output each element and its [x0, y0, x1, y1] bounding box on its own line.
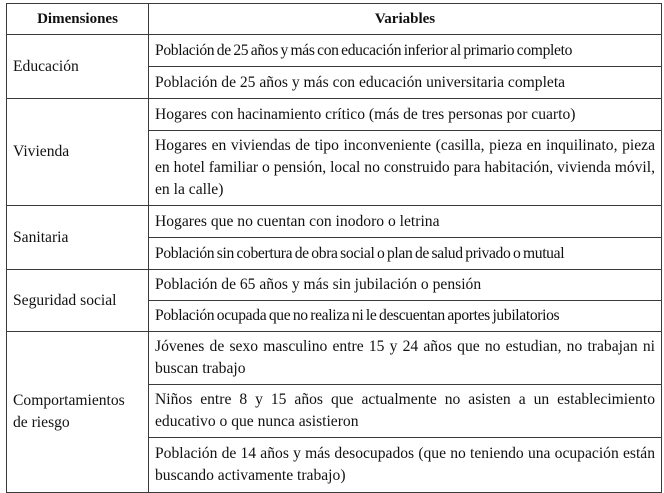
dimension-seguridad-social: Seguridad social [7, 270, 149, 332]
table-row [7, 332, 662, 385]
table-row [7, 270, 662, 301]
table-row [7, 35, 662, 67]
table-row [7, 206, 662, 238]
dimension-educacion: Educación [7, 35, 149, 99]
dimension-comportamientos-de-riesgo: Comportamientos de riesgo [7, 332, 149, 493]
variable-cell: Población sin cobertura de obra social o plan de salud privado o mutual [149, 238, 662, 270]
variable-cell: Población de 65 años y más sin jubilación o pensión [149, 270, 662, 301]
variable-cell: Población de 14 años y más desocupados (que no teniendo una ocupación están buscando activamente trabajo) [149, 438, 662, 493]
header-row [7, 4, 662, 35]
variable-cell: Población ocupada que no realiza ni le descuentan aportes jubilatorios [149, 301, 662, 332]
variables-table [6, 3, 662, 493]
variable-cell: Hogares en viviendas de tipo inconveniente (casilla, pieza en inquilinato, pieza en hotel familiar o pensión, local no construido para habitación, vivienda móvil, en la calle) [149, 131, 662, 206]
table-row [7, 99, 662, 131]
header-dimensiones: Dimensiones [7, 4, 149, 35]
variable-cell: Población de 25 años y más con educación universitaria completa [149, 67, 662, 99]
variable-cell: Población de 25 años y más con educación inferior al primario completo [149, 35, 662, 67]
variable-cell: Niños entre 8 y 15 años que actualmente no asisten a un establecimiento educativo o que nunca asistieron [149, 385, 662, 438]
variable-cell: Jóvenes de sexo masculino entre 15 y 24 años que no estudian, no trabajan ni buscan trabajo [149, 332, 662, 385]
variable-cell: Hogares con hacinamiento crítico (más de tres personas por cuarto) [149, 99, 662, 131]
header-variables: Variables [149, 4, 662, 35]
dimension-vivienda: Vivienda [7, 99, 149, 206]
dimension-sanitaria: Sanitaria [7, 206, 149, 270]
variable-cell: Hogares que no cuentan con inodoro o letrina [149, 206, 662, 238]
